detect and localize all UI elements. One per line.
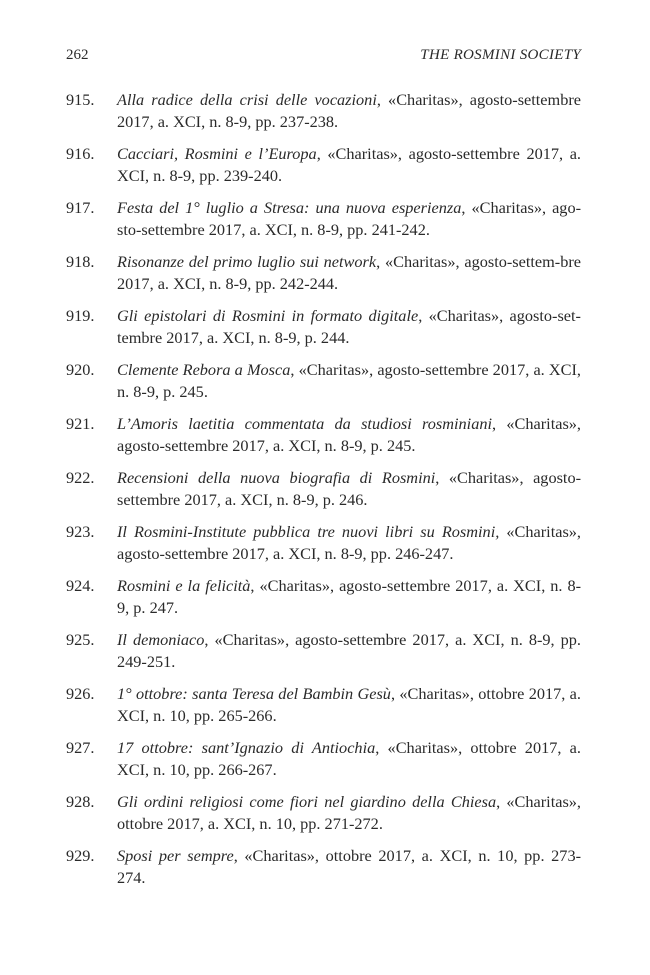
bibliography-list bbox=[66, 89, 581, 899]
entry-number: 917. bbox=[66, 198, 95, 217]
entry-details: «Charitas», agosto-settembre 2017, a. XCI, n. 8-9, pp. 246-247. bbox=[117, 522, 581, 563]
entry-details: , «Charitas», agosto-settembre 2017, a. XCI, n. 8-9, pp. 237-238. bbox=[117, 90, 581, 131]
entry-title: Risonanze del primo luglio sui network bbox=[117, 252, 377, 271]
bibliography-entry bbox=[66, 143, 581, 197]
entry-title: Il Rosmini-Institute pubblica tre nuovi libri su Rosmini, bbox=[117, 522, 500, 541]
entry-details: , «Charitas», agosto-settembre 2017, a. XCI, n. 8-9, p. 247. bbox=[117, 576, 582, 617]
entry-title: Gli ordini religiosi come fiori nel giardino della Chiesa bbox=[117, 792, 497, 811]
entry-text bbox=[117, 251, 581, 305]
page-number: 262 bbox=[66, 47, 89, 63]
entry-number: 923. bbox=[66, 522, 95, 541]
entry-title: Cacciari, Rosmini e l’Europa bbox=[117, 144, 317, 163]
entry-text bbox=[117, 521, 581, 575]
bibliography-entry bbox=[66, 683, 581, 737]
entry-details: , «Charitas», agosto-settembre 2017, a. XCI, n. 8-9, p. 246. bbox=[117, 468, 582, 509]
bibliography-entry bbox=[66, 359, 581, 413]
bibliography-entry bbox=[66, 89, 581, 143]
entry-text bbox=[117, 575, 581, 629]
entry-details: , «Charitas», agosto-settembre 2017, a. XCI, n. 8-9, pp. 249-251. bbox=[117, 630, 581, 671]
bibliography-entry bbox=[66, 521, 581, 575]
entry-title: Festa del 1° luglio a Stresa: una nuova esperienza bbox=[117, 198, 462, 217]
entry-text bbox=[117, 791, 581, 845]
entry-text bbox=[117, 305, 581, 359]
entry-title: Gli epistolari di Rosmini in formato digitale bbox=[117, 306, 419, 325]
running-title: THE ROSMINI SOCIETY bbox=[420, 47, 581, 63]
entry-details: , «Charitas», agosto-settembre 2017, a. XCI, n. 8-9, p. 245. bbox=[117, 360, 581, 401]
entry-title: Sposi per sempre bbox=[117, 846, 234, 865]
entry-text bbox=[117, 197, 581, 251]
entry-number: 920. bbox=[66, 360, 95, 379]
bibliography-entry bbox=[66, 467, 581, 521]
entry-details: , «Charitas», ottobre 2017, a. XCI, n. 10, pp. 273-274. bbox=[117, 846, 582, 887]
entry-title: 17 ottobre: sant’Ignazio di Antiochia bbox=[117, 738, 376, 757]
entry-title: L’Amoris laetitia commentata da studiosi rosminiani bbox=[117, 414, 493, 433]
bibliography-entry bbox=[66, 197, 581, 251]
entry-number: 919. bbox=[66, 306, 95, 325]
entry-details: , «Charitas», agosto-settem-bre 2017, a. XCI, n. 8-9, pp. 242-244. bbox=[117, 252, 582, 293]
entry-details: , «Charitas», agosto-settembre 2017, a. XCI, n. 8-9, p. 245. bbox=[117, 414, 581, 455]
entry-details: , «Charitas», agosto-settembre 2017, a. XCI, n. 8-9, pp. 239-240. bbox=[117, 144, 581, 185]
entry-text bbox=[117, 845, 581, 899]
bibliography-entry bbox=[66, 629, 581, 683]
bibliography-entry bbox=[66, 575, 581, 629]
entry-details: , «Charitas», ottobre 2017, a. XCI, n. 10, pp. 265-266. bbox=[117, 684, 581, 725]
entry-title: 1° ottobre: santa Teresa del Bambin Gesù bbox=[117, 684, 391, 703]
entry-number: 924. bbox=[66, 576, 95, 595]
bibliography-entry bbox=[66, 845, 581, 899]
entry-title: Clemente Rebora a Mosca bbox=[117, 360, 291, 379]
entry-details: , «Charitas», ottobre 2017, a. XCI, n. 10, pp. 271-272. bbox=[117, 792, 582, 833]
entry-number: 918. bbox=[66, 252, 95, 271]
entry-text bbox=[117, 413, 581, 467]
bibliography-entry bbox=[66, 737, 581, 791]
bibliography-entry bbox=[66, 791, 581, 845]
entry-text bbox=[117, 143, 581, 197]
entry-details: , «Charitas», ago-sto-settembre 2017, a. XCI, n. 8-9, pp. 241-242. bbox=[117, 198, 582, 239]
bibliography-entry bbox=[66, 305, 581, 359]
running-head bbox=[66, 44, 581, 66]
entry-text bbox=[117, 359, 581, 413]
entry-text bbox=[117, 737, 581, 791]
entry-number: 928. bbox=[66, 792, 95, 811]
entry-title: Alla radice della crisi delle vocazioni bbox=[117, 90, 377, 109]
bibliography-entry bbox=[66, 413, 581, 467]
entry-details: , «Charitas», agosto-set-tembre 2017, a. XCI, n. 8-9, p. 244. bbox=[117, 306, 581, 347]
bibliography-entry bbox=[66, 251, 581, 305]
entry-title: Recensioni della nuova biografia di Rosmini bbox=[117, 468, 436, 487]
entry-text bbox=[117, 683, 581, 737]
entry-number: 927. bbox=[66, 738, 95, 757]
entry-number: 929. bbox=[66, 846, 95, 865]
entry-number: 916. bbox=[66, 144, 95, 163]
entry-number: 926. bbox=[66, 684, 95, 703]
entry-number: 921. bbox=[66, 414, 95, 433]
entry-title: Il demoniaco bbox=[117, 630, 205, 649]
entry-number: 922. bbox=[66, 468, 95, 487]
entry-text bbox=[117, 467, 581, 521]
entry-details: , «Charitas», ottobre 2017, a. XCI, n. 10, pp. 266-267. bbox=[117, 738, 581, 779]
entry-number: 915. bbox=[66, 90, 95, 109]
entry-title: Rosmini e la felicità bbox=[117, 576, 251, 595]
entry-text bbox=[117, 629, 581, 683]
entry-text bbox=[117, 89, 581, 143]
entry-number: 925. bbox=[66, 630, 95, 649]
